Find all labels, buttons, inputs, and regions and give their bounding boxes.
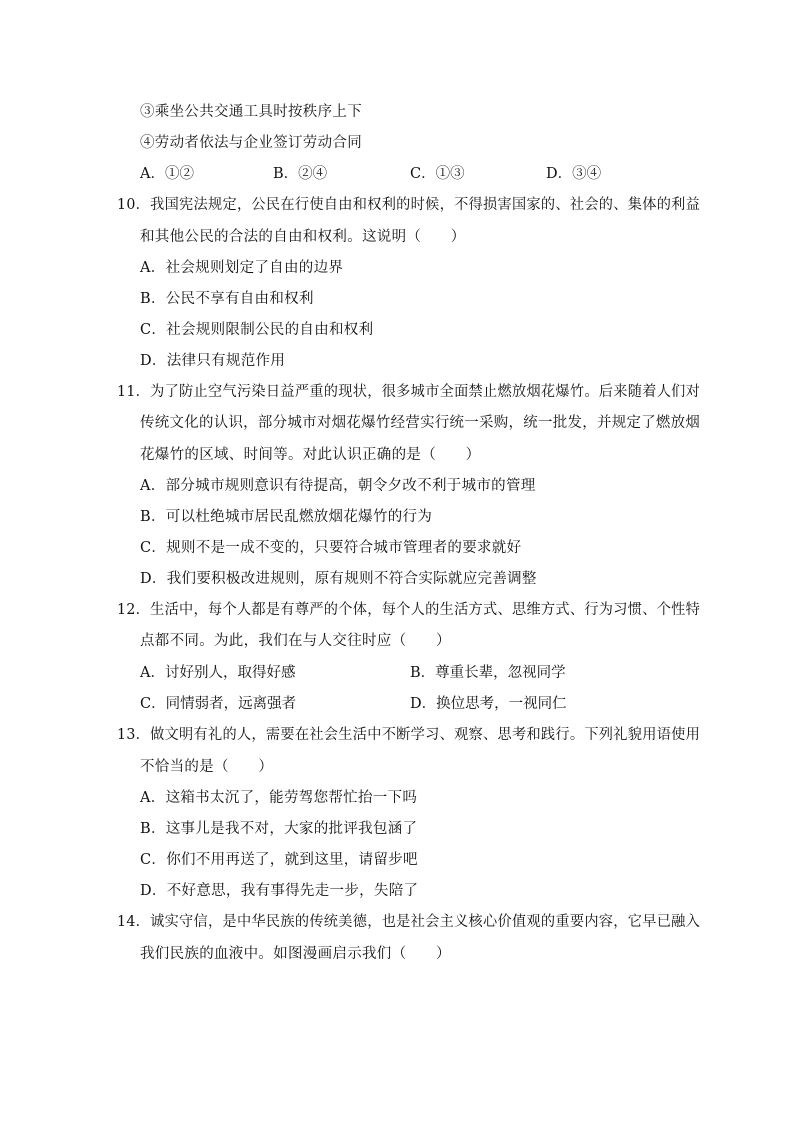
q11-option-c: C．规则不是一成不变的，只要符合城市管理者的要求就好	[140, 540, 522, 556]
q9-option-b: B．②④	[273, 166, 328, 182]
q10-stem-line-1: 10．我国宪法规定，公民在行使自由和权利的时候，不得损害国家的、社会的、集体的利益	[117, 197, 701, 213]
q13-stem-line-1: 13．做文明有礼的人，需要在社会生活中不断学习、观察、思考和践行。下列礼貌用语使用	[117, 727, 701, 743]
q9-option-a: A．①②	[140, 166, 194, 182]
q11-option-a: A．部分城市规则意识有待提高，朝令夕改不利于城市的管理	[140, 478, 536, 494]
q10-option-c: C．社会规则限制公民的自由和权利	[140, 322, 374, 338]
q12-option-c: C．同情弱者，远离强者	[140, 696, 297, 712]
q10-option-d: D．法律只有规范作用	[140, 353, 286, 369]
q13-option-b: B．这事儿是我不对，大家的批评我包涵了	[140, 821, 418, 837]
q12-stem-line-1: 12．生活中，每个人都是有尊严的个体，每个人的生活方式、思维方式、行为习惯、个性特	[117, 602, 701, 618]
q10-stem-line-2: 和其他公民的合法的自由和权利。这说明（ ）	[140, 229, 466, 245]
q13-stem-line-2: 不恰当的是（ ）	[140, 759, 274, 775]
q11-stem-line-1: 11．为了防止空气污染日益严重的现状，很多城市全面禁止燃放烟花爆竹。后来随着人们对	[117, 384, 701, 400]
q9-option-c: C．①③	[410, 166, 465, 182]
q9-option-d: D．③④	[546, 166, 602, 182]
q10-option-b: B．公民不享有自由和权利	[140, 291, 314, 307]
q12-stem-line-2: 点都不同。为此，我们在与人交往时应（ ）	[140, 633, 451, 649]
q13-option-c: C．你们不用再送了，就到这里，请留步吧	[140, 852, 418, 868]
q13-option-a: A．这箱书太沉了，能劳驾您帮忙抬一下吗	[140, 790, 418, 806]
q11-option-b: B．可以杜绝城市居民乱燃放烟花爆竹的行为	[140, 509, 433, 525]
q9-item-3: ③乘坐公共交通工具时按秩序上下	[140, 104, 362, 120]
q10-option-a: A．社会规则划定了自由的边界	[140, 260, 344, 276]
q14-stem-line-1: 14．诚实守信，是中华民族的传统美德，也是社会主义核心价值观的重要内容，它早已融入	[117, 914, 701, 930]
q11-stem-line-2: 传统文化的认识，部分城市对烟花爆竹经营实行统一采购，统一批发，并规定了燃放烟	[140, 415, 701, 431]
q14-stem-line-2: 我们民族的血液中。如图漫画启示我们（ ）	[140, 946, 451, 962]
q11-stem-line-3: 花爆竹的区域、时间等。对此认识正确的是（ ）	[140, 447, 481, 463]
q13-option-d: D．不好意思，我有事得先走一步，失陪了	[140, 883, 419, 899]
q12-option-d: D．换位思考，一视同仁	[410, 696, 567, 712]
q12-option-b: B．尊重长辈，忽视同学	[410, 665, 566, 681]
q12-option-a: A．讨好别人，取得好感	[140, 665, 296, 681]
q9-item-4: ④劳动者依法与企业签订劳动合同	[140, 135, 362, 151]
q11-option-d: D．我们要积极改进规则，原有规则不符合实际就应完善调整	[140, 571, 537, 587]
